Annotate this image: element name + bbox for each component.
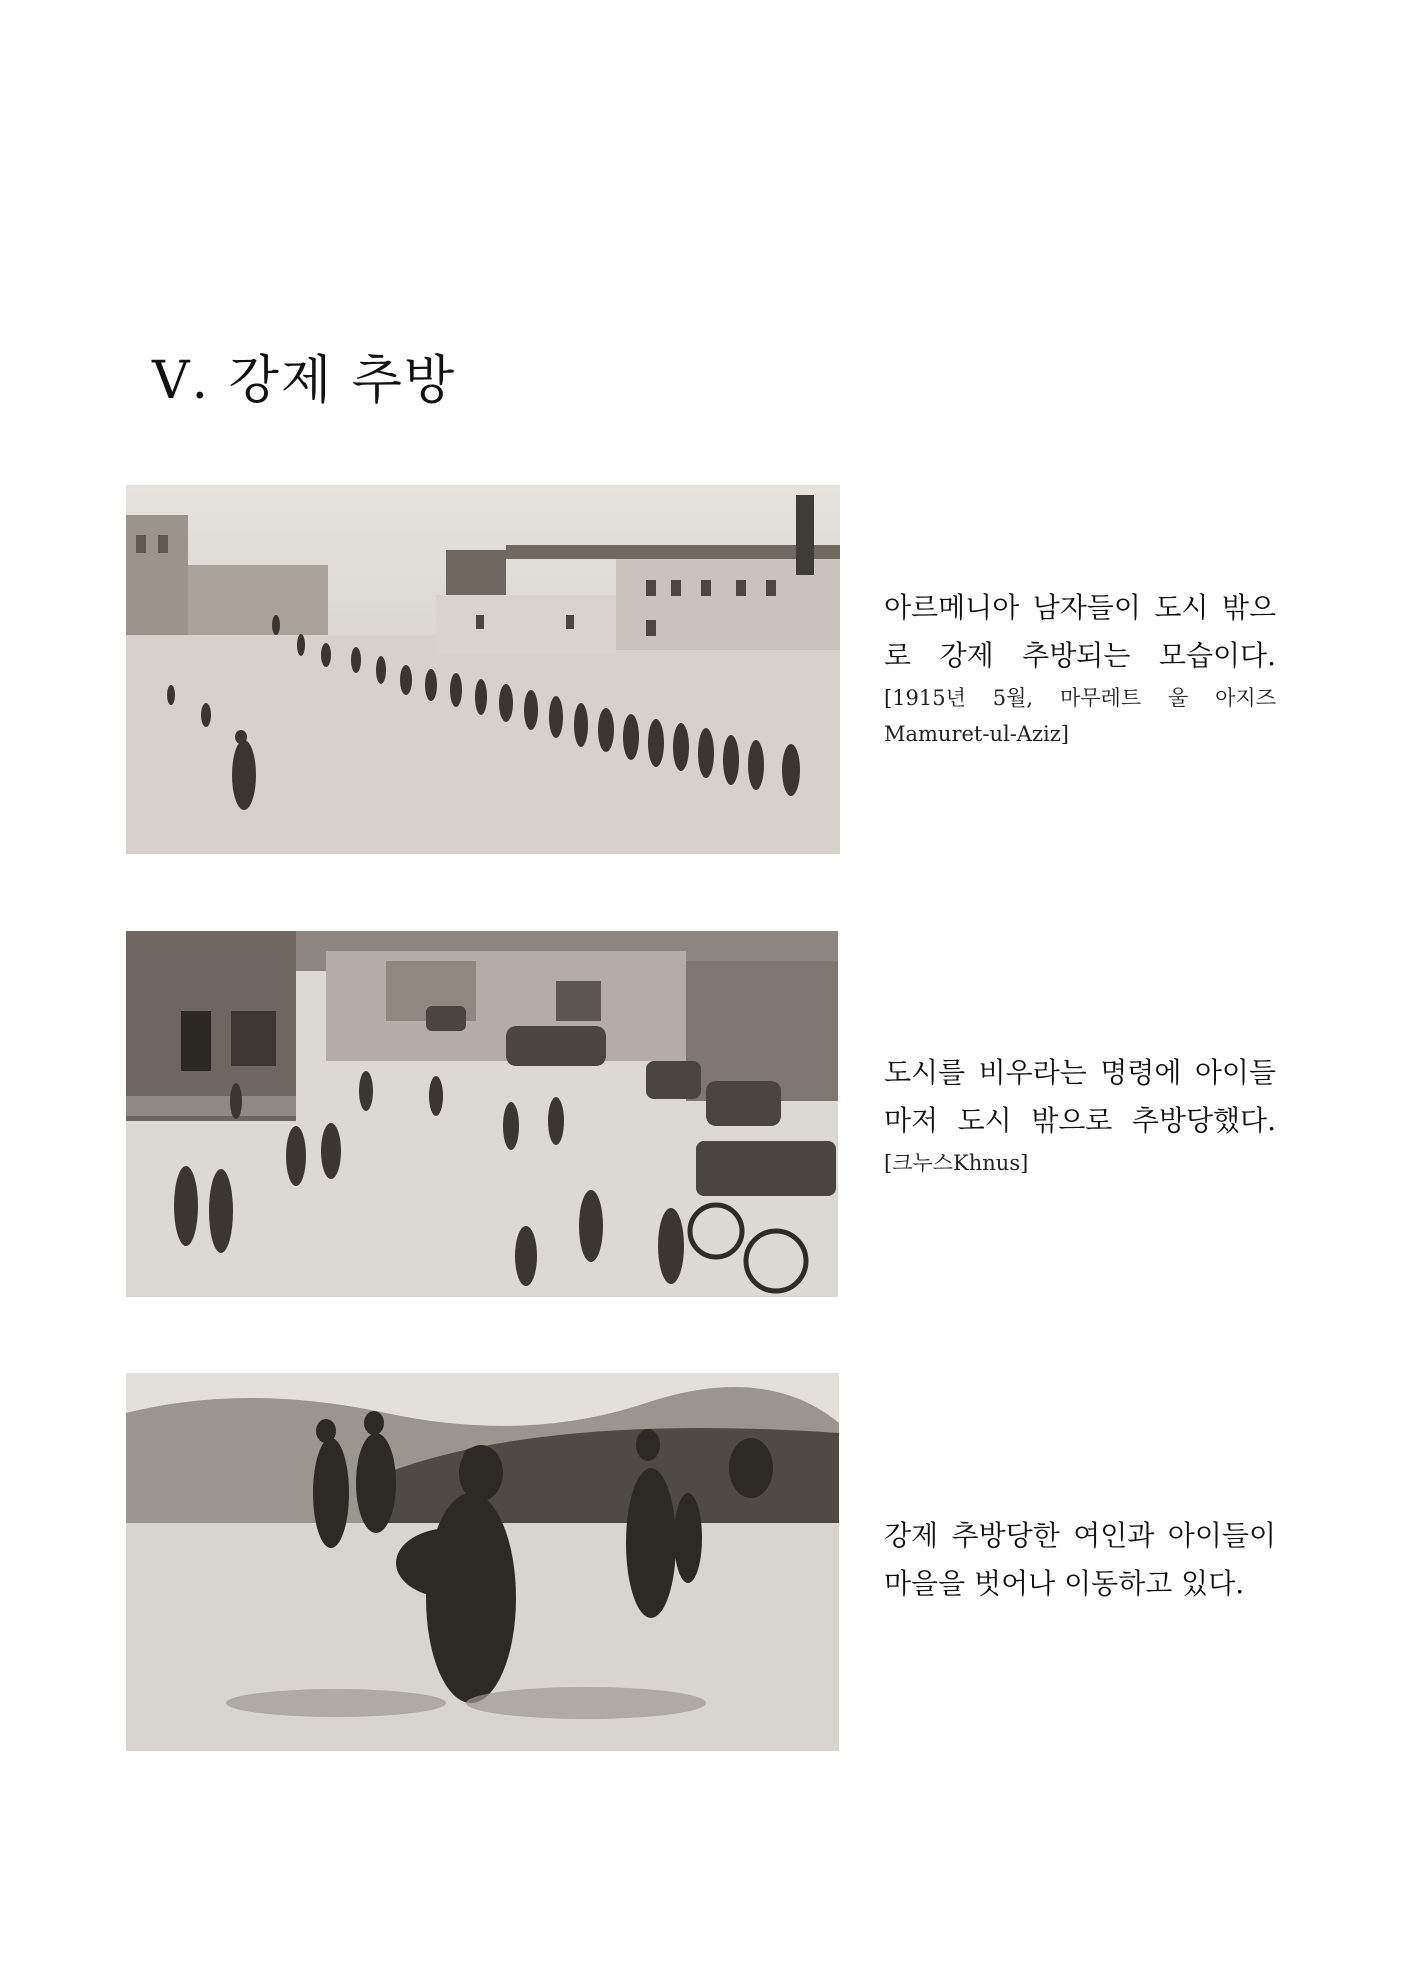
caption-source: Mamuret-ul-Aziz] [884,722,1070,746]
photo-caption-1 [884,584,1276,752]
caption-line: 마을을 벗어나 이동하고 있다. [884,1567,1245,1600]
caption-line: 아르메니아 남자들이 도시 밖으 [884,591,1276,624]
photo-deportation-children [126,931,838,1297]
caption-line: 마저 도시 밖으로 추방당했다. [884,1104,1276,1137]
caption-source: [크누스Khnus] [884,1151,1029,1175]
section-title: Ⅴ. 강제 추방 [152,351,457,411]
caption-line: 강제 추방당한 여인과 아이들이 [884,1519,1276,1552]
caption-line: 로 강제 추방되는 모습이다. [884,639,1276,672]
caption-source: [1915년 5월, 마무레트 울 아지즈 [884,686,1276,710]
photo-caption-2 [884,1049,1276,1181]
photo-caption-3 [884,1512,1276,1608]
caption-line: 도시를 비우라는 명령에 아이들 [884,1056,1276,1089]
photo-deportation-women [126,1373,839,1751]
photo-deportation-men [126,485,840,854]
